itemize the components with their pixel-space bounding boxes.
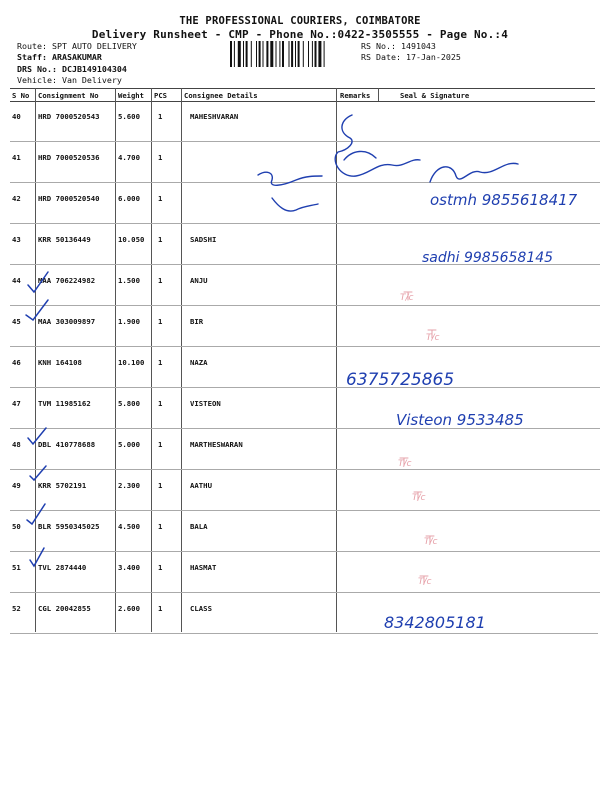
company-name: THE PROFESSIONAL COURIERS, COIMBATORE (179, 15, 421, 27)
table-row (0, 224, 600, 265)
cell-sno: 48 (12, 440, 21, 449)
cell-pcs: 1 (158, 112, 163, 121)
cell-consignment-no: KRR 5702191 (38, 481, 87, 490)
col-header-pcs: PCS (154, 91, 167, 100)
cell-consignment-no: MAA 303009897 (38, 317, 96, 326)
note-9: T/c (424, 537, 438, 547)
cell-consignment-no: TVM 11985162 (38, 399, 91, 408)
cell-pcs: 1 (158, 563, 163, 572)
cell-weight: 2.300 (118, 481, 140, 490)
cell-sno: 47 (12, 399, 21, 408)
table-row (0, 142, 600, 183)
barcode-bar (282, 41, 284, 67)
table-row (0, 511, 600, 552)
rs-number: RS No.: 1491043 (361, 41, 436, 51)
cell-consignment-no: KRR 50136449 (38, 235, 91, 244)
table-row (0, 347, 600, 388)
barcode-bar (256, 41, 257, 67)
cell-consignee: NAZA (190, 358, 208, 367)
cell-consignee: VISTEON (190, 399, 221, 408)
cell-consignee: AATHU (190, 481, 212, 490)
cell-consignment-no: KNH 164108 (38, 358, 82, 367)
cell-sno: 52 (12, 604, 21, 613)
row-divider (10, 633, 598, 634)
cell-sno: 41 (12, 153, 21, 162)
cell-weight: 4.500 (118, 522, 140, 531)
cell-pcs: 1 (158, 194, 163, 203)
cell-consignee: HASMAT (190, 563, 217, 572)
col-header-consignment: Consignment No (38, 91, 99, 100)
staff-label: Staff: ARASAKUMAR (17, 52, 102, 62)
note-5: 6375725865 (346, 370, 455, 390)
note-11: 8342805181 (384, 613, 486, 632)
cell-weight: 5.000 (118, 440, 140, 449)
barcode-image (230, 41, 352, 67)
vehicle-label: Vehicle: Van Delivery (17, 75, 122, 85)
cell-weight: 1.500 (118, 276, 140, 285)
cell-sno: 40 (12, 112, 21, 121)
barcode-bar (238, 41, 241, 67)
table-top-border (10, 88, 595, 89)
cell-weight: 6.000 (118, 194, 140, 203)
cell-weight: 2.600 (118, 604, 140, 613)
cell-pcs: 1 (158, 399, 163, 408)
cell-consignee: SADSHI (190, 235, 217, 244)
table-row (0, 388, 600, 429)
barcode-bar (266, 41, 268, 67)
barcode-bar (246, 41, 248, 67)
cell-consignee: ANJU (190, 276, 208, 285)
col-header-seal: Seal & Signature (400, 91, 470, 100)
barcode-bar (276, 41, 277, 67)
cell-consignee: CLASS (190, 604, 212, 613)
table-row (0, 593, 600, 634)
cell-weight: 10.050 (118, 235, 145, 244)
rs-date: RS Date: 17-Jan-2025 (361, 52, 461, 62)
cell-pcs: 1 (158, 440, 163, 449)
cell-pcs: 1 (158, 276, 163, 285)
cell-weight: 1.900 (118, 317, 140, 326)
barcode-bar (312, 41, 313, 67)
drs-number: DRS No.: DCJB149104304 (17, 64, 127, 74)
cell-consignment-no: HRD 7000520543 (38, 112, 100, 121)
barcode-bar (315, 41, 317, 67)
cell-pcs: 1 (158, 153, 163, 162)
note-10: T/c (418, 577, 432, 587)
cell-consignment-no: HRD 7000520540 (38, 194, 100, 203)
cell-pcs: 1 (158, 358, 163, 367)
note-2: sadhi 9985658145 (422, 250, 554, 266)
cell-weight: 3.400 (118, 563, 140, 572)
barcode-bar (230, 41, 232, 67)
table-row (0, 470, 600, 511)
table-row (0, 101, 600, 142)
barcode-bar (251, 41, 252, 67)
cell-pcs: 1 (158, 481, 163, 490)
barcode-bar (259, 41, 261, 67)
runsheet-title: Delivery Runsheet - CMP - Phone No.:0422-3505555 - Page No.:4 (91, 28, 509, 41)
cell-consignee: MARTHESWARAN (190, 440, 243, 449)
note-1: ostmh 9855618417 (430, 191, 578, 209)
barcode-bar (270, 41, 273, 67)
cell-weight: 4.700 (118, 153, 140, 162)
barcode-bar (289, 41, 290, 67)
col-header-remarks: Remarks (340, 91, 371, 100)
barcode-bar (243, 41, 244, 67)
cell-sno: 49 (12, 481, 21, 490)
table-row (0, 429, 600, 470)
route-label: Route: SPT AUTO DELIVERY (17, 41, 137, 51)
barcode-bar (308, 41, 309, 67)
table-row (0, 265, 600, 306)
barcode-bar (234, 41, 235, 67)
cell-consignment-no: HRD 7000520536 (38, 153, 100, 162)
table-row (0, 306, 600, 347)
cell-consignment-no: CGL 20042855 (38, 604, 91, 613)
barcode-bar (279, 41, 280, 67)
col-header-consignee: Consignee Details (184, 91, 258, 100)
note-4: T/c (426, 333, 440, 343)
cell-pcs: 1 (158, 317, 163, 326)
barcode-bar (324, 41, 325, 67)
cell-sno: 43 (12, 235, 21, 244)
cell-sno: 50 (12, 522, 21, 531)
cell-pcs: 1 (158, 235, 163, 244)
cell-sno: 45 (12, 317, 21, 326)
barcode-bar (263, 41, 264, 67)
barcode-bar (303, 41, 304, 67)
cell-sno: 42 (12, 194, 21, 203)
cell-consignee: BIR (190, 317, 204, 326)
col-header-weight: Weight (118, 91, 144, 100)
cell-consignment-no: DBL 410778688 (38, 440, 96, 449)
note-8: T/c (412, 493, 426, 503)
note-7: T/c (398, 459, 412, 469)
table-row (0, 183, 600, 224)
barcode-bar (291, 41, 293, 67)
cell-consignment-no: MAA 706224982 (38, 276, 96, 285)
cell-weight: 10.100 (118, 358, 145, 367)
cell-consignment-no: TVL 2874440 (38, 563, 87, 572)
cell-consignee: BALA (190, 522, 208, 531)
cell-sno: 46 (12, 358, 21, 367)
column-divider (378, 88, 379, 101)
cell-sno: 44 (12, 276, 21, 285)
table-row (0, 552, 600, 593)
barcode-bar (295, 41, 296, 67)
cell-consignment-no: BLR 5950345025 (38, 522, 100, 531)
cell-pcs: 1 (158, 522, 163, 531)
col-header-sno: S No (12, 91, 30, 100)
cell-sno: 51 (12, 563, 21, 572)
cell-consignee: MAHESHVARAN (190, 112, 239, 121)
cell-pcs: 1 (158, 604, 163, 613)
barcode-bar (318, 41, 321, 67)
note-3: T/c (400, 293, 414, 303)
note-6: Visteon 9533485 (396, 411, 524, 429)
cell-weight: 5.800 (118, 399, 140, 408)
cell-weight: 5.600 (118, 112, 140, 121)
barcode-bar (298, 41, 300, 67)
